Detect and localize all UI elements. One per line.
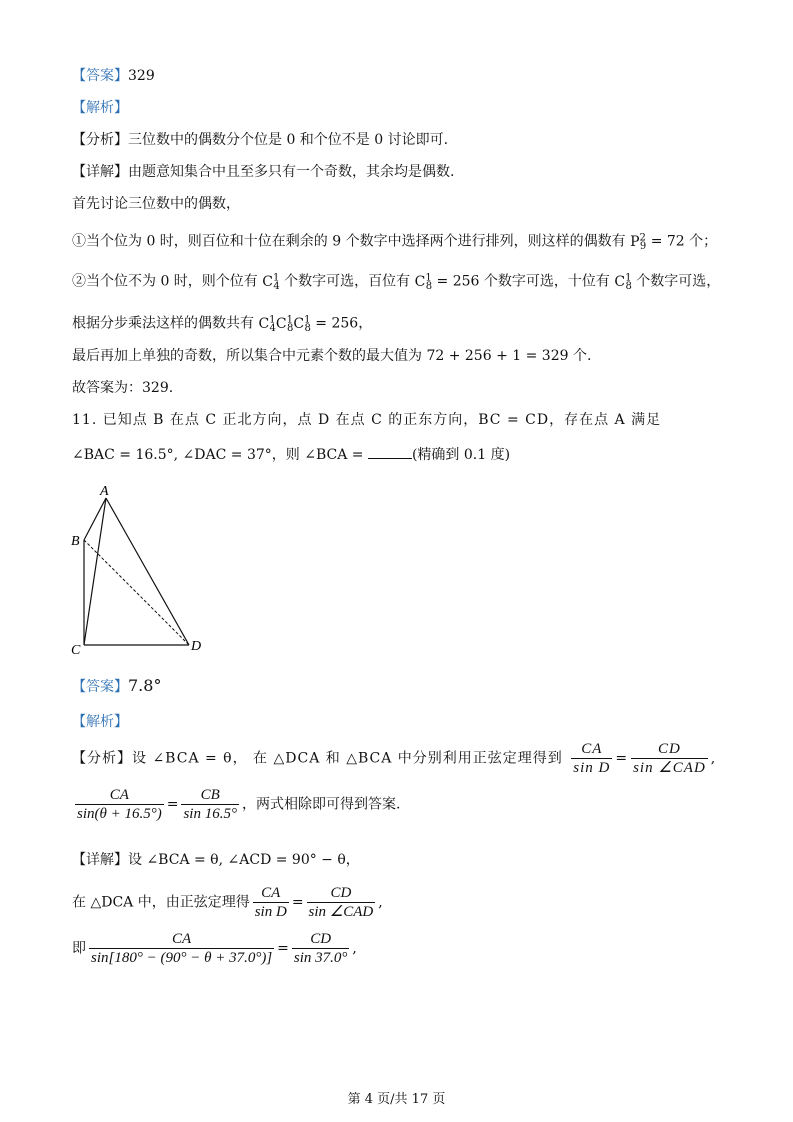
sine-law-prefix: 即 (72, 940, 86, 957)
xiangjie-line (72, 162, 454, 182)
fraction (292, 930, 350, 967)
fraction-denominator: sin(θ + 16.5°) (77, 806, 162, 822)
fraction-numerator: CA (89, 930, 274, 949)
answer-tag: 【答案】 (72, 679, 128, 695)
precision-note: (精确到 0.1 度) (411, 447, 511, 463)
paragraph: 最后再加上单独的奇数，所以集合中元素个数的最大值为 72 + 256 + 1 = 329 个. (72, 348, 592, 364)
product-text: 根据分步乘法这样的偶数共有 (72, 315, 259, 332)
fraction-denominator: sin D (254, 904, 287, 920)
analysis-heading (72, 98, 128, 118)
case-nonzero-text-d: 个数字可选， (631, 273, 721, 290)
fraction-denominator: sin ∠CAD (633, 760, 706, 776)
fenxi-line (72, 130, 448, 150)
xiangjie-line (72, 850, 360, 870)
fraction (181, 786, 239, 823)
question-11-line1: 11. 已知点 B 在点 C 正北方向，点 D 在点 C 的正东方向，BC = CD，存在点 A 满足 (72, 412, 662, 428)
analysis-tag: 【解析】 (72, 100, 128, 116)
fraction-numerator: CA (253, 884, 289, 903)
answer-value: 329 (128, 68, 155, 84)
xiangjie-text: 设 ∠BCA = θ, ∠ACD = 90° − θ， (128, 852, 360, 868)
fenxi-line: 【分析】设 ∠BCA = θ， 在 △DCA 和 △BCA 中分别利用正弦定理得到 $\frac{CA}{\text{sin D}}$ = $\frac{CD}{\text{sin ∠CAD}}$ , (72, 741, 717, 776)
fraction (75, 786, 164, 823)
answer-line (72, 66, 155, 86)
fraction-numerator: CA (571, 740, 612, 759)
fraction-numerator: CB (181, 786, 239, 805)
analysis-tag: 【解析】 (72, 714, 128, 730)
product-result: = 256， (310, 315, 373, 332)
fraction-denominator: sin D (573, 760, 611, 776)
label-c: C (71, 643, 81, 657)
case-nonzero-text-b: 个数字可选，百位有 (279, 273, 415, 290)
fenxi-tag: 【分析】 (72, 750, 132, 767)
answer-line (72, 676, 161, 697)
answer-blank (368, 444, 412, 459)
paragraph: 首先讨论三位数中的偶数， (72, 196, 240, 212)
case-nonzero-line (72, 268, 720, 297)
sine-law-text: 在 △DCA 中，由正弦定理得 (72, 894, 250, 911)
fenxi-text: 设 ∠BCA = θ， 在 △DCA 和 △BCA 中分别利用正弦定理得到 (132, 750, 563, 767)
case-zero-text: ①当个位为 0 时，则百位和十位在剩余的 9 个数字中选择两个进行排列，则这样的偶数有 (72, 233, 631, 250)
label-d: D (191, 639, 202, 654)
answer-tag: 【答案】 (72, 68, 128, 84)
fraction-denominator: sin 37.0° (293, 950, 348, 966)
fraction (89, 930, 274, 967)
fraction-numerator: CA (75, 786, 164, 805)
segment-bd-dashed (84, 540, 189, 645)
fraction-denominator: sin[180° − (90° − θ + 37.0°)] (91, 950, 273, 966)
fraction (307, 884, 376, 921)
xiangjie-tag: 【详解】 (72, 852, 128, 868)
label-b: B (71, 534, 80, 549)
fenxi-tag: 【分析】 (72, 132, 128, 148)
perm-symbol: $P^2_9$ (630, 232, 647, 253)
fraction-numerator: CD (631, 740, 708, 759)
triangle-diagram (66, 482, 216, 657)
analysis-heading (72, 712, 128, 732)
fenxi-text: 三位数中的偶数分个位是 0 和个位不是 0 讨论即可. (128, 132, 449, 148)
fenxi-conclusion: ，两式相除即可得到答案. (241, 796, 401, 813)
xiangjie-text: 由题意知集合中且至多只有一个奇数，其余均是偶数. (128, 164, 455, 180)
comb-product: $C^1_4C^1_8C^1_8$ (258, 314, 311, 335)
case-nonzero-text-c: = 256 个数字可选，十位有 (432, 273, 615, 290)
question-11-line2 (72, 444, 510, 465)
fraction (571, 740, 612, 777)
case-zero-result: = 72 个； (646, 233, 718, 250)
sine-law-line-2: 即 $\frac{CA}{\sin[180^\circ - (90^\circ - \theta + 37.0^\circ)]}$ = $\frac{CD}{\sin 37.0^\circ}$ , (72, 931, 357, 966)
page-footer: 第 4 页/共 17 页 (347, 1092, 446, 1107)
case-zero-line (72, 228, 717, 257)
answer-value: 7.8° (128, 676, 162, 695)
comb-symbol: $C^1_8$ (614, 272, 632, 293)
sine-law-line: 在 △DCA 中，由正弦定理得 $\frac{CA}{\text{sin D}}$ = $\frac{CD}{\text{sin ∠CAD}}$ , (72, 885, 383, 920)
question-conditions: ∠BAC = 16.5°, ∠DAC = 37°，则 ∠BCA = (72, 447, 368, 463)
label-a: A (100, 484, 109, 499)
case-nonzero-text-a: ②当个位不为 0 时，则个位有 (72, 273, 263, 290)
fraction-denominator: sin ∠CAD (308, 904, 374, 920)
comb-symbol: $C^1_8$ (414, 272, 433, 293)
fraction-denominator: sin 16.5° (183, 806, 237, 822)
fenxi-line-2: $\frac{CA}{\sin(\theta + 16.5^\circ)}$ = $\frac{CB}{\sin 16.5^\circ}$ ，两式相除即可得到答案. (77, 787, 401, 822)
fraction (253, 884, 289, 921)
product-line (72, 310, 372, 339)
fraction (631, 740, 708, 777)
comb-symbol: $C^1_4$ (262, 272, 280, 293)
xiangjie-tag: 【详解】 (72, 164, 128, 180)
segment-ad (106, 498, 189, 645)
paragraph: 故答案为：329. (72, 380, 174, 396)
fraction-numerator: CD (292, 930, 350, 949)
fraction-numerator: CD (307, 884, 376, 903)
